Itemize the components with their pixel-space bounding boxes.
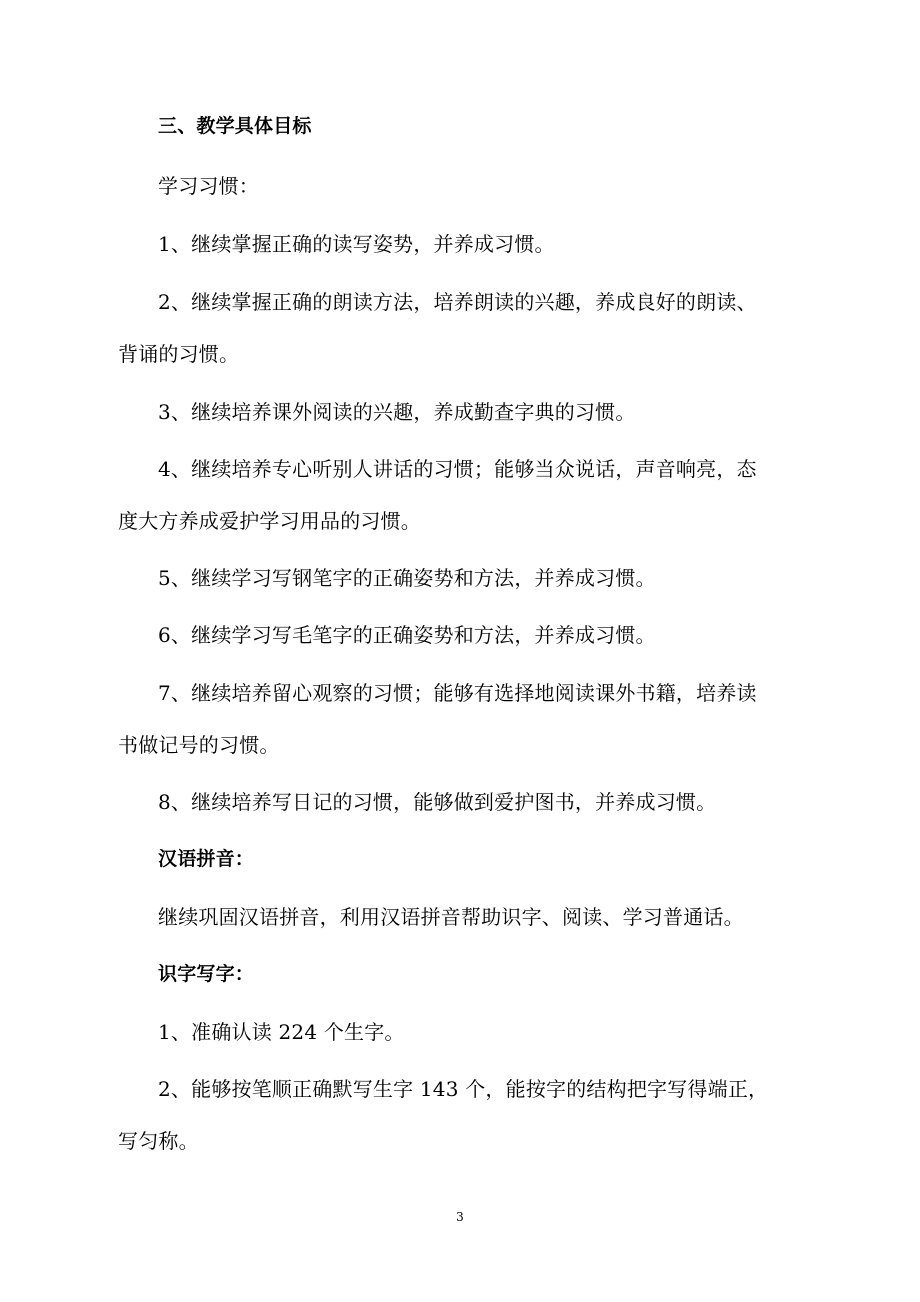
page-number: 3	[456, 1210, 464, 1224]
habit-item-5: 5、继续学习写钢笔字的正确姿势和方法，并养成习惯。	[158, 566, 656, 590]
pinyin-text: 继续巩固汉语拼音，利用汉语拼音帮助识字、阅读、学习普通话。	[158, 905, 744, 929]
pinyin-title: 汉语拼音：	[158, 848, 255, 870]
habit-item-1: 1、继续掌握正确的读写姿势，并养成习惯。	[158, 232, 555, 256]
habit-item-4-line-1: 4、继续培养专心听别人讲话的习惯；能够当众说话，声音响亮，态	[158, 457, 757, 481]
writing-item-2-line-2: 写匀称。	[118, 1129, 199, 1153]
habit-item-7-line-1: 7、继续培养留心观察的习惯；能够有选择地阅读课外书籍，培养读	[158, 681, 757, 705]
section-heading: 三、教学具体目标	[158, 115, 312, 137]
habit-item-2-line-2: 背诵的习惯。	[118, 342, 240, 366]
habits-title: 学习习惯：	[158, 174, 259, 198]
habit-item-3: 3、继续培养课外阅读的兴趣，养成勤查字典的习惯。	[158, 400, 636, 424]
writing-title: 识字写字：	[158, 963, 255, 985]
habit-item-7-line-2: 书做记号的习惯。	[118, 733, 280, 757]
habit-item-8: 8、继续培养写日记的习惯，能够做到爱护图书，并养成习惯。	[158, 790, 717, 814]
habit-item-4-line-2: 度大方养成爱护学习用品的习惯。	[118, 509, 421, 533]
habit-item-6: 6、继续学习写毛笔字的正确姿势和方法，并养成习惯。	[158, 623, 656, 647]
habit-item-2-line-1: 2、继续掌握正确的朗读方法，培养朗读的兴趣，养成良好的朗读、	[158, 290, 757, 314]
writing-item-1: 1、准确认读 224 个生字。	[158, 1020, 405, 1044]
writing-item-2-line-1: 2、能够按笔顺正确默写生字 143 个，能按字的结构把字写得端正，	[158, 1077, 769, 1101]
